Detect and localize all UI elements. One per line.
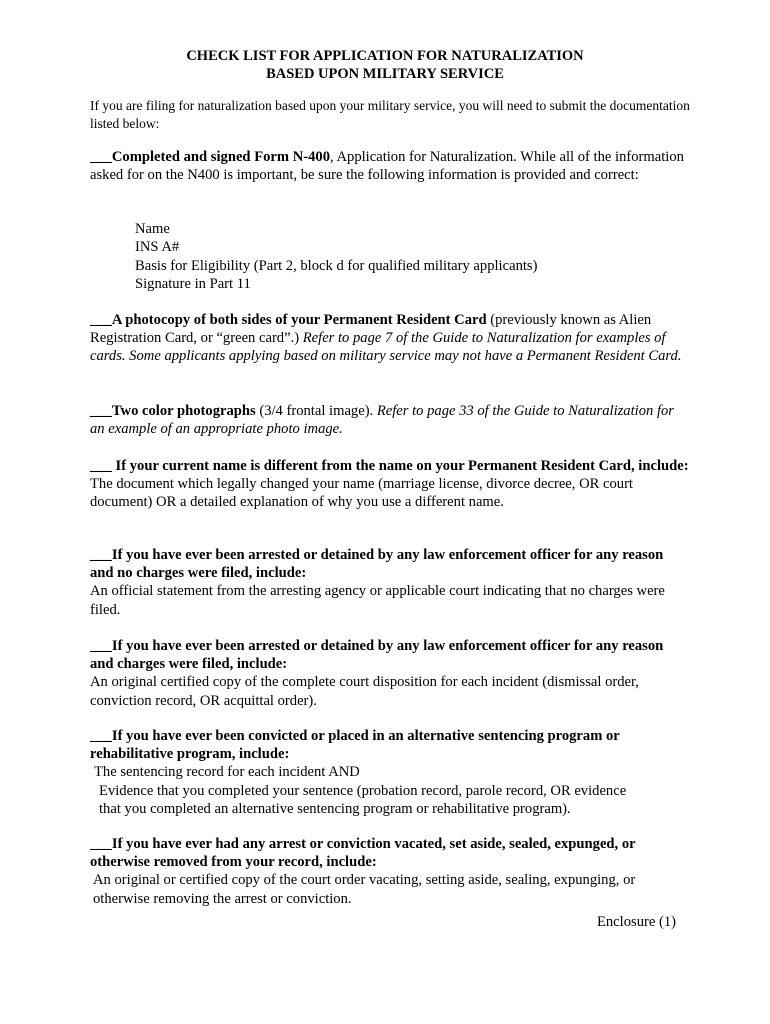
item-note: Refer to page 7 of the Guide to Naturalization for examples of cards. Some applicants applying based on military service may not have a Permanent Resident Card. bbox=[90, 330, 682, 365]
item-text: An original certified copy of the complete court disposition for each incident (dismissal order, conviction record, OR acquittal order). bbox=[90, 674, 639, 709]
item-text: An official statement from the arresting agency or applicable court indicating that no charges were filed. bbox=[90, 583, 665, 618]
checklist-item-name-change bbox=[90, 457, 690, 512]
item-text: , Application for Naturalization. While all of the information asked for on the N400 is important, be sure the following information is provided and correct: bbox=[90, 149, 684, 184]
checkbox-blank[interactable]: ___ bbox=[90, 836, 112, 852]
item-heading: Two color photographs bbox=[111, 403, 256, 419]
checkbox-blank[interactable]: ___ bbox=[90, 403, 112, 419]
checklist-item-convicted bbox=[90, 727, 690, 818]
item-text: (3/4 frontal image). bbox=[255, 403, 377, 419]
item-heading: A photocopy of both sides of your Permanent Resident Card bbox=[111, 312, 487, 328]
n400-required-fields bbox=[135, 220, 537, 293]
intro-paragraph: If you are filing for naturalization based upon your military service, you will need to submit the documentation listed below: bbox=[90, 98, 690, 131]
checklist-item-n400 bbox=[90, 148, 690, 184]
list-item: Name bbox=[135, 221, 170, 237]
item-text: (previously known as Alien Registration Card, or “green card”.) bbox=[90, 312, 652, 347]
checkbox-blank[interactable]: ___ bbox=[90, 312, 112, 328]
list-item: Basis for Eligibility (Part 2, block d for qualified military applicants) bbox=[135, 257, 538, 274]
item-heading: If your current name is different from the name on your Permanent Resident Card, include: bbox=[115, 458, 689, 474]
item-text-line-3: that you completed an alternative sentencing program or rehabilitative program). bbox=[99, 800, 571, 817]
checkbox-blank[interactable]: ___ bbox=[90, 149, 112, 165]
checklist-item-prc bbox=[90, 311, 690, 366]
checklist-item-arrest-charges bbox=[90, 637, 690, 710]
item-heading: If you have ever had any arrest or conviction vacated, set aside, sealed, expunged, or otherwise removed from your record, include: bbox=[90, 836, 636, 871]
list-item: Signature in Part 11 bbox=[135, 275, 251, 292]
item-heading: Completed and signed Form N-400 bbox=[111, 149, 330, 165]
checkbox-blank[interactable]: ___ bbox=[90, 728, 112, 744]
item-text: The document which legally changed your name (marriage license, divorce decree, OR court document) OR a detailed explanation of why you use a different name. bbox=[90, 476, 633, 511]
title-line-1: CHECK LIST FOR APPLICATION FOR NATURALIZATION bbox=[186, 48, 584, 64]
checklist-item-vacated bbox=[90, 835, 690, 908]
checklist-item-photos bbox=[90, 402, 690, 438]
checkbox-blank[interactable]: ___ bbox=[90, 638, 112, 654]
checklist-item-arrest-no-charges bbox=[90, 546, 690, 619]
checkbox-blank[interactable]: ___ bbox=[90, 458, 116, 474]
item-text-line-2: Evidence that you completed your sentence (probation record, parole record, OR evidence bbox=[99, 782, 627, 799]
item-text: An original or certified copy of the court order vacating, setting aside, sealing, expunging, or otherwise removing the arrest or conviction. bbox=[93, 872, 636, 907]
checkbox-blank[interactable]: ___ bbox=[90, 547, 112, 563]
enclosure-label: Enclosure (1) bbox=[596, 914, 676, 930]
item-heading: If you have ever been convicted or placed in an alternative sentencing program or rehabilitative program, include: bbox=[90, 728, 620, 763]
page-title bbox=[0, 47, 770, 83]
item-heading: If you have ever been arrested or detained by any law enforcement officer for any reason and charges were filed, include: bbox=[90, 638, 664, 673]
item-text-line-1: The sentencing record for each incident AND bbox=[94, 764, 360, 781]
list-item: INS A# bbox=[135, 239, 180, 256]
item-note: Refer to page 33 of the Guide to Naturalization for an example of an appropriate photo image. bbox=[90, 403, 674, 438]
item-heading: If you have ever been arrested or detained by any law enforcement officer for any reason and no charges were filed, include: bbox=[90, 547, 664, 582]
title-line-2: BASED UPON MILITARY SERVICE bbox=[266, 66, 504, 82]
